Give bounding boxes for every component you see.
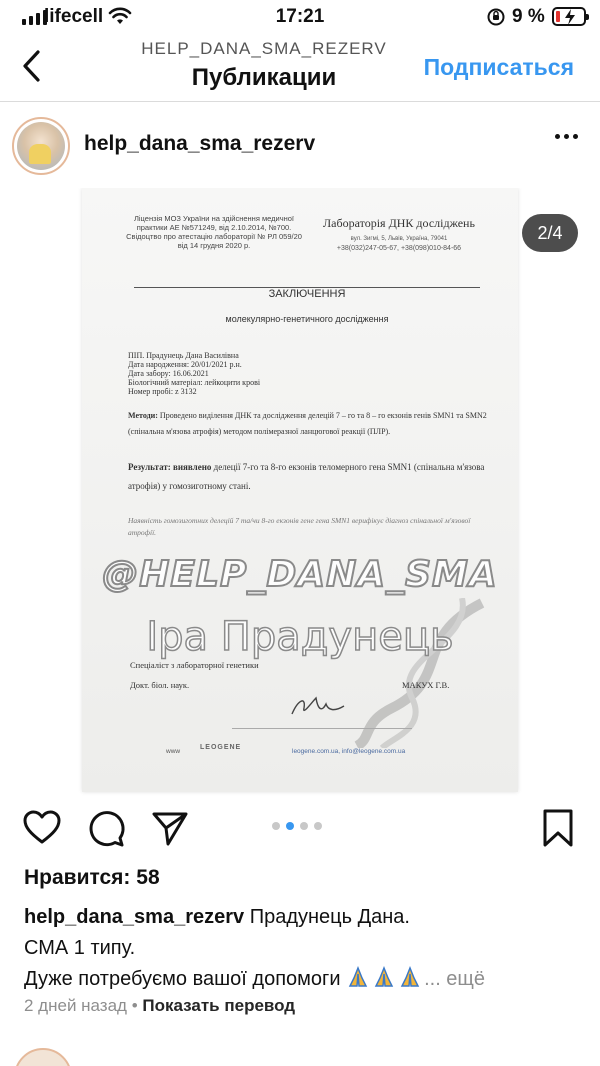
- post-actions: [0, 800, 600, 856]
- carousel-indicator: [272, 822, 322, 830]
- doc-signature-line: [232, 728, 412, 729]
- doc-conclusion-subtitle: молекулярно-генетичного дослідження: [225, 314, 389, 324]
- page-title: Публикации: [191, 64, 337, 91]
- doc-lab-phone: +38(032)247-05-67, +38(098)010-84-66: [336, 245, 462, 252]
- doc-footer-www: www: [166, 748, 181, 755]
- caption-more-link[interactable]: ... ещё: [424, 968, 486, 990]
- doc-degree: Докт. біол. наук.: [130, 680, 190, 690]
- doc-specialist: Спеціаліст з лабораторної генетики: [130, 660, 259, 670]
- post-meta: [24, 996, 295, 1016]
- doc-result-bold: виявлено: [173, 462, 212, 472]
- meta-separator: •: [131, 996, 138, 1015]
- doc-result: [128, 458, 488, 496]
- doc-birth-date: Дата народження: 20/01/2021 р.н.: [128, 360, 242, 369]
- folded-hands-emoji-icon: [372, 966, 396, 988]
- carousel-dot: [300, 822, 308, 830]
- header-account-handle: HELP_DANA_SMA_REZERV: [141, 39, 387, 58]
- doc-license: Ліцензія МОЗ України на здійснення медичної практики АЕ №571249, від 2.10.2014, №700. Свідоцтво про атестацію лабораторії № РЛ 059/20 від 14 грудня 2020 р.: [126, 214, 302, 250]
- watermark-handle: @HELP_DANA_SMA: [102, 554, 498, 595]
- doc-footer-links: leogene.com.ua, info@leogene.com.ua: [292, 748, 406, 755]
- doc-patient-info: [128, 351, 260, 396]
- post-header: [0, 104, 600, 188]
- image-counter-badge: 2/4: [522, 214, 578, 252]
- doc-result-text: делеції 7-го та 8-го екзонів теломерного гена SMN1 (спінальна м'язова атрофія) у гомозиготному стані.: [128, 462, 485, 491]
- doc-material: Біологічний матеріал: лейкоцити крові: [128, 378, 261, 387]
- doc-lab-address: вул. Зигмі, 5, Львів, Україна, 79041: [350, 236, 448, 242]
- bookmark-icon[interactable]: [540, 808, 576, 848]
- folded-hands-emoji-icon: [346, 966, 370, 988]
- doc-sample-date: Дата забору: 16.06.2021: [128, 369, 209, 378]
- caption-line-2: СМА 1 типу.: [24, 937, 136, 959]
- signature-icon: [288, 690, 348, 720]
- folded-hands-emoji-icon: [398, 966, 422, 988]
- next-post-avatar[interactable]: [14, 1048, 72, 1066]
- doc-methods-text: Проведено виділення ДНК та дослідження делецій 7 – го та 8 – го екзонів генів SMN1 та SMN2 (спінальна м'язова атрофія) методом полімеразної ланцюгової реакції (ПЛР).: [128, 411, 487, 436]
- watermark-name: Іра Прадунець: [146, 614, 454, 660]
- clock: 17:21: [275, 6, 325, 27]
- doc-conclusion-title: ЗАКЛЮЧЕННЯ: [268, 288, 346, 300]
- doc-signer: МАКУХ Г.В.: [402, 680, 450, 690]
- post-timestamp: 2 дней назад: [24, 996, 127, 1015]
- doc-sample-number: Номер пробі: z 3132: [128, 387, 197, 396]
- follow-button[interactable]: Подписаться: [423, 54, 574, 80]
- more-options-icon[interactable]: [555, 134, 578, 139]
- post-caption: [24, 902, 580, 995]
- doc-note: Наявність гомозиготних делецій 7 та/чи 8-го екзонів гене гена SMN1 верифікує діагноз спінальної м'язової атрофії.: [128, 516, 471, 537]
- doc-lab-name: Лабораторія ДНК досліджень: [323, 216, 475, 230]
- orientation-lock-icon: [486, 7, 506, 27]
- battery-icon: [552, 7, 586, 26]
- doc-methods: [128, 408, 488, 440]
- doc-result-label: Результат:: [128, 462, 171, 472]
- post-image[interactable]: [0, 188, 600, 800]
- comment-icon[interactable]: [86, 808, 126, 848]
- carrier-name: lifecell: [44, 6, 104, 27]
- carousel-dot: [272, 822, 280, 830]
- app-header: [0, 34, 600, 102]
- likes-count[interactable]: Нравится: 58: [24, 866, 160, 889]
- translate-link[interactable]: Показать перевод: [142, 996, 296, 1015]
- carousel-dot: [314, 822, 322, 830]
- battery-percent: 9 %: [512, 6, 545, 27]
- heart-icon[interactable]: [22, 808, 62, 848]
- post-username[interactable]: help_dana_sma_rezerv: [84, 132, 316, 155]
- caption-line-3: Дуже потребуємо вашої допомоги: [24, 968, 341, 990]
- doc-footer-brand: LEOGENE: [200, 744, 242, 751]
- share-icon[interactable]: [150, 808, 190, 848]
- doc-patient-name: ПІП. Прадунець Дана Василівна: [128, 351, 239, 360]
- status-bar: [0, 0, 600, 34]
- carousel-dot-active: [286, 822, 294, 830]
- doc-methods-label: Методи:: [128, 411, 158, 420]
- lab-document: [82, 188, 518, 792]
- caption-line-1: Прадунець Дана.: [249, 906, 410, 928]
- avatar[interactable]: [12, 117, 70, 175]
- caption-username[interactable]: help_dana_sma_rezerv: [24, 906, 245, 928]
